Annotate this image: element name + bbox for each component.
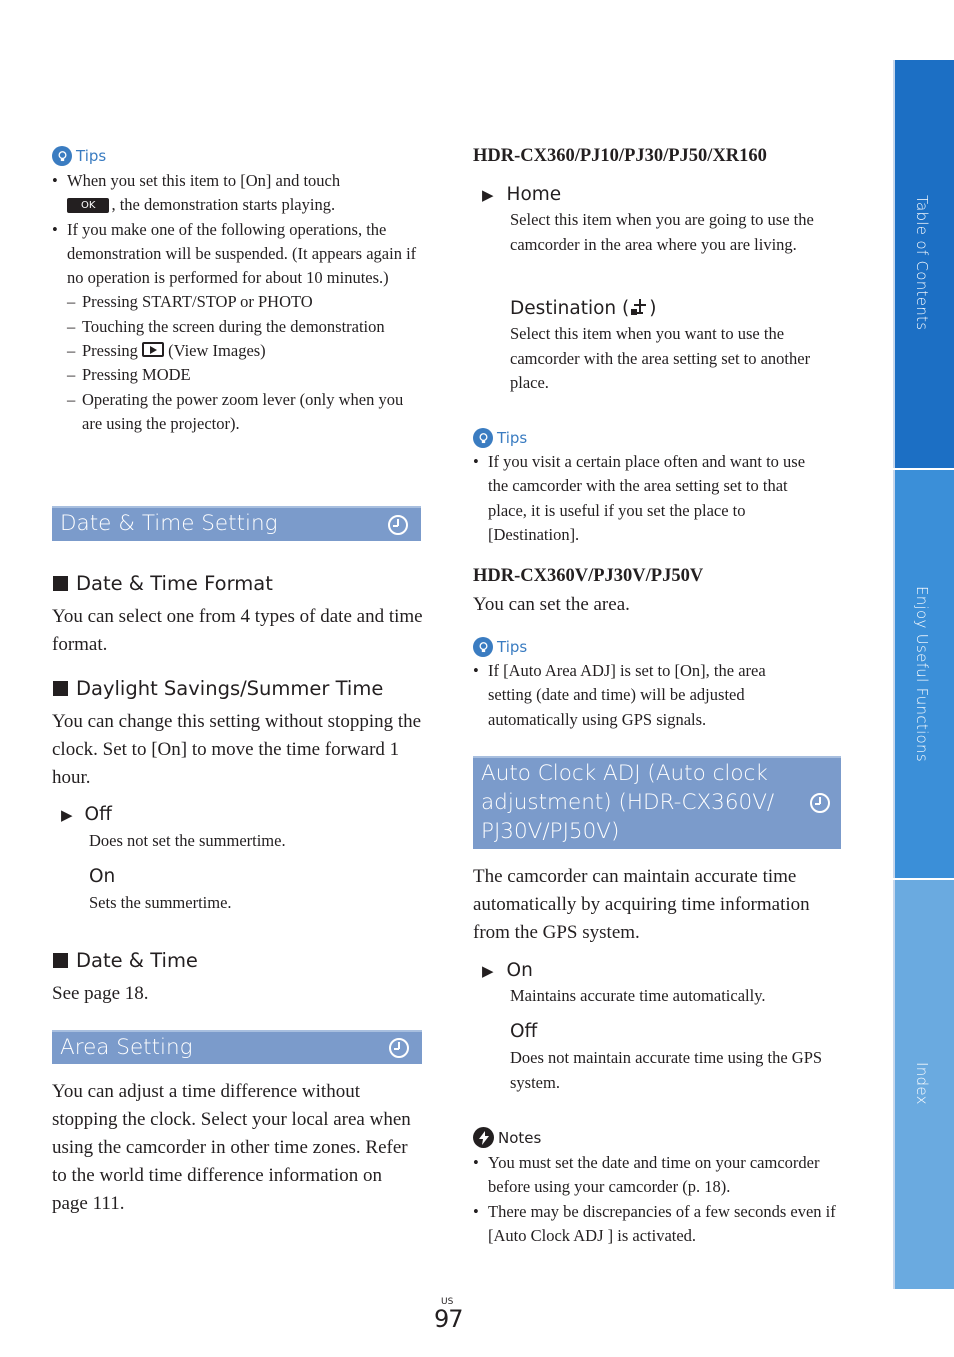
- tips-list: [473, 659, 803, 732]
- airplane-icon: [629, 297, 649, 317]
- tips-label: Tips: [497, 429, 528, 447]
- section-title: Date & Time Setting: [60, 511, 278, 536]
- subheading-date-time-format: Date & Time Format: [53, 572, 273, 595]
- model-heading: HDR-CX360V/PJ30V/PJ50V: [473, 566, 704, 586]
- square-bullet-icon: [53, 576, 68, 591]
- tips-item: • When you set this item to [On] and touch OK , the demonstration starts playing.: [52, 169, 424, 218]
- clock-icon: [388, 515, 408, 535]
- notes-label: Notes: [498, 1128, 542, 1147]
- default-marker-icon: ▶: [482, 185, 494, 204]
- option-off: Off: [510, 1021, 538, 1042]
- section-header-auto-clock-adj: [473, 756, 841, 849]
- option-destination-desc: Select this item when you want to use the camcorder with the area setting set to another place.: [510, 324, 811, 392]
- tab-index[interactable]: Index: [893, 880, 954, 1289]
- format-text: You can select one from 4 types of date and time format.: [52, 606, 423, 655]
- sub-item: – Operating the power zoom lever (only when you are using the projector).: [67, 388, 424, 437]
- tips-list: [52, 169, 424, 436]
- tab-table-of-contents[interactable]: Table of Contents: [893, 60, 954, 468]
- default-marker-icon: ▶: [482, 961, 494, 980]
- tips-header: [52, 146, 106, 166]
- area-setting-text: You can adjust a time difference without stopping the clock. Select your local area when using the camcorder in other time zones. Refer to the world time difference information on page 111.: [52, 1081, 411, 1214]
- tips-item: • If you make one of the following operations, the demonstration will be suspended. (It appears again if no operation is performed for about 10 minutes.) – Pressing START/STOP or PHOTO – Touching the screen during the demonstration – Pressing (View Images) – Pressing MODE – Operating the power zoom lever (only when you are using the projector).: [52, 218, 424, 437]
- section-header-area-setting: [52, 1030, 422, 1064]
- tab-enjoy-useful-functions[interactable]: Enjoy Useful Functions: [893, 470, 954, 878]
- clock-icon: [810, 793, 830, 813]
- option-on: ▶ On: [482, 960, 533, 981]
- date-time-text: See page 18.: [52, 983, 149, 1004]
- tips-header: [473, 637, 527, 657]
- notes-item: • There may be discrepancies of a few seconds even if [Auto Clock ADJ ] is activated.: [473, 1200, 845, 1249]
- lightbulb-icon: [52, 146, 72, 166]
- tips-label: Tips: [497, 638, 528, 656]
- sub-item: – Pressing MODE: [67, 363, 424, 387]
- subheading-date-time: Date & Time: [53, 949, 198, 972]
- model-text: You can set the area.: [473, 594, 630, 615]
- clock-icon: [389, 1038, 409, 1058]
- option-on-desc: Maintains accurate time automatically.: [510, 986, 766, 1005]
- auto-clock-text: The camcorder can maintain accurate time automatically by acquiring time information from the GPS system.: [473, 866, 810, 943]
- section-header-date-time-setting: [52, 506, 421, 541]
- sub-item: – Pressing (View Images): [67, 339, 424, 363]
- section-title: Auto Clock ADJ (Auto clock adjustment) (HDR-CX360V/ PJ30V/PJ50V): [481, 761, 775, 844]
- option-off-desc: Does not maintain accurate time using the GPS system.: [510, 1048, 823, 1092]
- option-home: ▶ Home: [482, 184, 562, 205]
- option-off-desc: Does not set the summertime.: [89, 831, 286, 850]
- notes-item: • You must set the date and time on your camcorder before using your camcorder (p. 18).: [473, 1151, 845, 1200]
- section-title: Area Setting: [60, 1035, 193, 1060]
- lightbulb-icon: [473, 637, 493, 657]
- view-images-icon: [142, 342, 164, 357]
- tips-item: • If you visit a certain place often and want to use the camcorder with the area setting set to that place, it is useful if you set the place to [Destination].: [473, 450, 828, 547]
- default-marker-icon: ▶: [61, 805, 73, 824]
- ok-button-icon: OK: [67, 198, 109, 213]
- lightbulb-icon: [473, 428, 493, 448]
- notes-list: [473, 1151, 845, 1248]
- lightning-icon: [473, 1127, 494, 1148]
- option-home-desc: Select this item when you are going to use the camcorder in the area where you are living.: [510, 210, 814, 254]
- option-on-desc: Sets the summertime.: [89, 893, 232, 912]
- option-destination: Destination ( ): [510, 298, 657, 319]
- model-heading: HDR-CX360/PJ10/PJ30/PJ50/XR160: [473, 146, 767, 166]
- dst-text: You can change this setting without stopping the clock. Set to [On] to move the time forward 1 hour.: [52, 711, 422, 788]
- region-code: US: [441, 1297, 454, 1307]
- square-bullet-icon: [53, 953, 68, 968]
- sub-item: – Touching the screen during the demonstration: [67, 315, 424, 339]
- tips-header: [473, 428, 527, 448]
- tips-label: Tips: [76, 147, 107, 165]
- option-off: ▶ Off: [61, 804, 112, 825]
- sub-list: [67, 290, 424, 436]
- sub-item: – Pressing START/STOP or PHOTO: [67, 290, 424, 314]
- tips-list: [473, 450, 828, 547]
- page-number: 97: [434, 1305, 463, 1333]
- subheading-daylight-savings: Daylight Savings/Summer Time: [53, 677, 383, 700]
- option-on: On: [89, 866, 116, 887]
- square-bullet-icon: [53, 681, 68, 696]
- notes-header: [473, 1127, 541, 1148]
- tips-item: • If [Auto Area ADJ] is set to [On], the area setting (date and time) will be adjusted automatically using GPS signals.: [473, 659, 803, 732]
